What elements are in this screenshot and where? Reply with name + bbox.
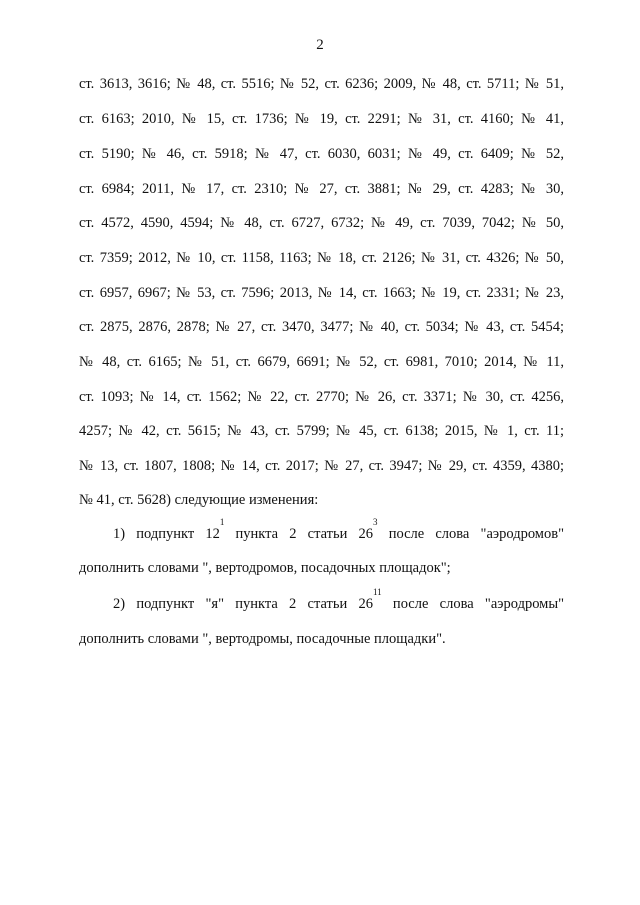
item-2-text-b: после слова "аэродромы" <box>381 596 565 612</box>
text-line: № 48, ст. 6165; № 51, ст. 6679, 6691; № 52, ст. 6981, 7010; 2014, № 11, <box>79 354 564 370</box>
text-line: ст. 2875, 2876, 2878; № 27, ст. 3470, 3477; № 40, ст. 5034; № 43, ст. 5454; <box>79 319 564 335</box>
item-1-superscript-2: 3 <box>373 517 378 527</box>
amendment-item-2-line-2: дополнить словами ", вертодромы, посадочные площадки". <box>79 631 446 647</box>
text-line: ст. 4572, 4590, 4594; № 48, ст. 6727, 6732; № 49, ст. 7039, 7042; № 50, <box>79 215 564 231</box>
text-line: ст. 6984; 2011, № 17, ст. 2310; № 27, ст. 3881; № 29, ст. 4283; № 30, <box>79 181 564 197</box>
text-line: ст. 6957, 6967; № 53, ст. 7596; 2013, № 14, ст. 1663; № 19, ст. 2331; № 23, <box>79 285 564 301</box>
text-line: 4257; № 42, ст. 5615; № 43, ст. 5799; № 45, ст. 6138; 2015, № 1, ст. 11; <box>79 423 564 439</box>
item-2-superscript: 11 <box>373 587 382 597</box>
item-1-text-b: пункта 2 статьи 26 <box>224 526 374 542</box>
amendment-item-1-line-2: дополнить словами ", вертодромов, посадочных площадок"; <box>79 560 451 576</box>
item-1-text-a: 1) подпункт 12 <box>113 526 220 542</box>
item-2-text-a: 2) подпункт "я" пункта 2 статьи 26 <box>113 596 374 612</box>
amendment-item-2-line-1 <box>113 587 565 613</box>
text-line: № 41, ст. 5628) следующие изменения: <box>79 492 319 508</box>
text-line: ст. 6163; 2010, № 15, ст. 1736; № 19, ст. 2291; № 31, ст. 4160; № 41, <box>79 111 564 127</box>
item-1-superscript-1: 1 <box>219 517 225 527</box>
text-line: ст. 1093; № 14, ст. 1562; № 22, ст. 2770; № 26, ст. 3371; № 30, ст. 4256, <box>79 389 564 405</box>
text-line: № 13, ст. 1807, 1808; № 14, ст. 2017; № 27, ст. 3947; № 29, ст. 4359, 4380; <box>79 458 564 474</box>
item-1-text-c: после слова "аэродромов" <box>377 526 564 542</box>
text-line: ст. 7359; 2012, № 10, ст. 1158, 1163; № 18, ст. 2126; № 31, ст. 4326; № 50, <box>79 250 564 266</box>
text-line: ст. 5190; № 46, ст. 5918; № 47, ст. 6030, 6031; № 49, ст. 6409; № 52, <box>79 146 564 162</box>
amendment-item-1-line-1 <box>113 517 564 543</box>
page-number: 2 <box>316 37 324 53</box>
text-line: ст. 3613, 3616; № 48, ст. 5516; № 52, ст. 6236; 2009, № 48, ст. 5711; № 51, <box>79 76 564 92</box>
